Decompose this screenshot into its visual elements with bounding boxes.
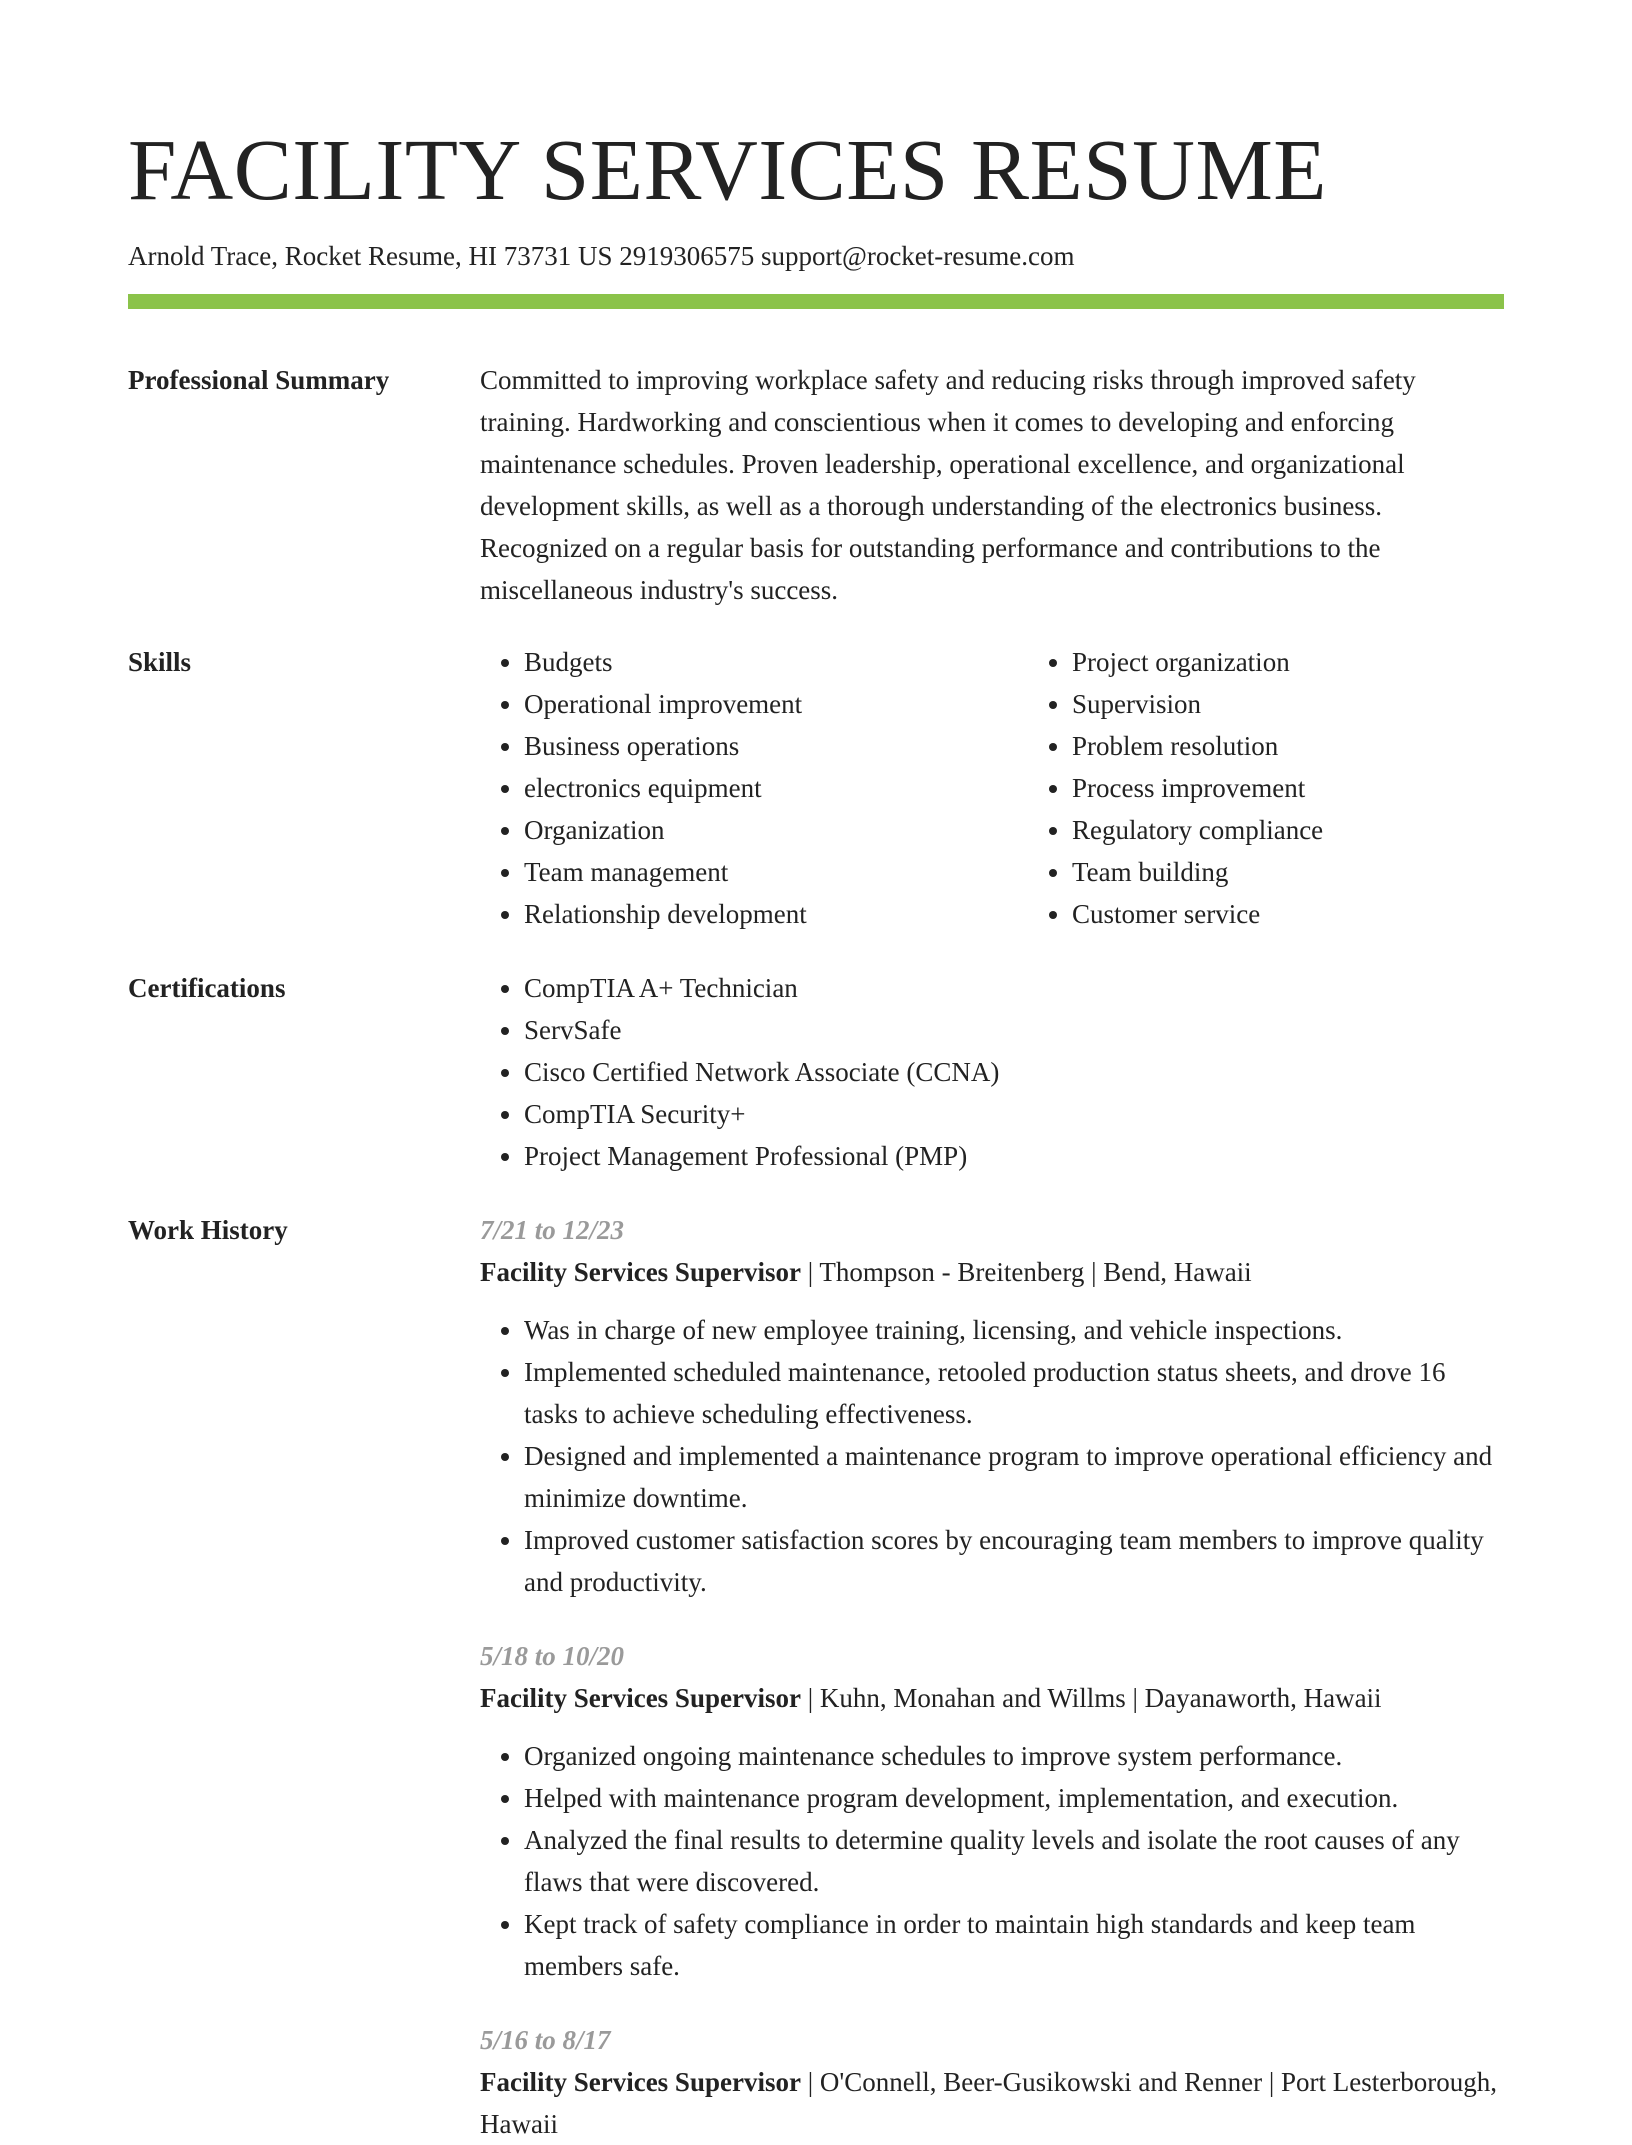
skill-item: • Team building [1072, 851, 1576, 893]
skill-item: • Organization [524, 809, 1028, 851]
job-dates: 7/21 to 12/23 [480, 1215, 625, 1245]
job-bullet: • Analyzed the final results to determine quality levels and isolate the root causes of any flaws that were discovered. [524, 1819, 1504, 1903]
job-header [480, 1677, 1504, 1719]
accent-divider [128, 294, 1504, 309]
job-header [480, 1251, 1504, 1293]
certifications-list [480, 967, 1504, 1177]
job-title: Facility Services Supervisor [480, 1257, 801, 1287]
skill-item: • Process improvement [1072, 767, 1576, 809]
certification-item: • Cisco Certified Network Associate (CCNA) [524, 1051, 1504, 1093]
skills-list-column-1 [480, 641, 1028, 935]
skill-item: • Business operations [524, 725, 1028, 767]
skill-item: • Supervision [1072, 683, 1576, 725]
job-bullet: • Was in charge of new employee training, licensing, and vehicle inspections. [524, 1309, 1504, 1351]
job-bullet: • Implemented scheduled maintenance, retooled production status sheets, and drove 16 tasks to achieve scheduling effectiveness. [524, 1351, 1504, 1435]
summary-text: Committed to improving workplace safety and reducing risks through improved safety training. Hardworking and conscientious when it comes to developing and enforcing maintenance schedules. Proven leadership, operational excellence, and organizational development skills, as well as a thorough understanding of the electronics business. Recognized on a regular basis for outstanding performance and contributions to the miscellaneous industry's success. [480, 365, 1416, 605]
job-header [480, 2061, 1504, 2145]
resume-title: FACILITY SERVICES RESUME [128, 121, 1327, 218]
job-bullet: • Kept track of safety compliance in order to maintain high standards and keep team members safe. [524, 1903, 1504, 1987]
job-bullet: • Helped with maintenance program development, implementation, and execution. [524, 1777, 1504, 1819]
certifications-body [480, 967, 1504, 1177]
skill-item: • Problem resolution [1072, 725, 1576, 767]
job-entry [480, 1635, 1504, 1987]
certification-item: • Project Management Professional (PMP) [524, 1135, 1504, 1177]
skill-item: • Relationship development [524, 893, 1028, 935]
skills-list-column-2 [1028, 641, 1576, 935]
job-bullet: • Improved customer satisfaction scores by encouraging team members to improve quality and productivity. [524, 1519, 1504, 1603]
job-employer-location: | Thompson - Breitenberg | Bend, Hawaii [800, 1257, 1252, 1287]
job-bullet: • Organized ongoing maintenance schedules to improve system performance. [524, 1735, 1504, 1777]
job-bullet-list [480, 1735, 1504, 1987]
job-dates: 5/18 to 10/20 [480, 1641, 625, 1671]
job-title: Facility Services Supervisor [480, 2067, 801, 2097]
professional-summary-section [128, 359, 1504, 611]
section-label-skills: Skills [128, 647, 192, 677]
certification-item: • CompTIA Security+ [524, 1093, 1504, 1135]
certification-item: • ServSafe [524, 1009, 1504, 1051]
job-entry [480, 2019, 1504, 2145]
job-title: Facility Services Supervisor [480, 1683, 801, 1713]
certifications-section [128, 967, 1504, 1177]
section-label-certifications: Certifications [128, 973, 286, 1003]
skill-item: • Regulatory compliance [1072, 809, 1576, 851]
skill-item: • electronics equipment [524, 767, 1028, 809]
resume-page [128, 0, 1504, 2145]
job-employer-location: | O'Connell, Beer-Gusikowski and Renner | Port Lesterborough, Hawaii [480, 2067, 1497, 2139]
job-employer-location: | Kuhn, Monahan and Willms | Dayanaworth, Hawaii [800, 1683, 1382, 1713]
skill-item: • Operational improvement [524, 683, 1028, 725]
contact-line: Arnold Trace, Rocket Resume, HI 73731 US 2919306575 support@rocket-resume.com [128, 241, 1075, 271]
skill-item: • Team management [524, 851, 1028, 893]
section-label-work-history: Work History [128, 1215, 288, 1245]
section-label-summary: Professional Summary [128, 365, 390, 395]
work-history-section [128, 1209, 1504, 2145]
skill-item: • Project organization [1072, 641, 1576, 683]
skill-item: • Customer service [1072, 893, 1576, 935]
job-bullet-list [480, 1309, 1504, 1603]
work-history-body [480, 1209, 1504, 2145]
certification-item: • CompTIA A+ Technician [524, 967, 1504, 1009]
job-entry [480, 1209, 1504, 1603]
skill-item: • Budgets [524, 641, 1028, 683]
job-bullet: • Designed and implemented a maintenance program to improve operational efficiency and minimize downtime. [524, 1435, 1504, 1519]
skills-columns [480, 641, 1576, 935]
job-dates: 5/16 to 8/17 [480, 2025, 611, 2055]
skills-section [128, 641, 1504, 935]
